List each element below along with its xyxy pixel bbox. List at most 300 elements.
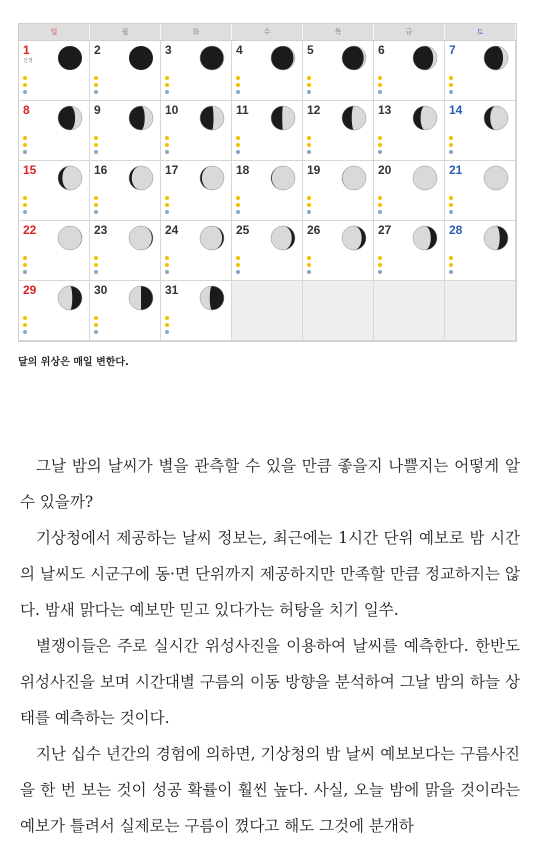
day-number: 21 [449, 163, 463, 177]
calendar-day-cell [374, 101, 445, 161]
moon-time-line [165, 329, 229, 336]
calendar-day-cell [19, 101, 90, 161]
empty-day-cell [374, 281, 445, 341]
calendar-day-cell [90, 161, 161, 221]
moon-icon [165, 270, 169, 274]
weekday-label: 토 [445, 24, 516, 40]
rise-set-info [378, 75, 442, 96]
sun-icon [94, 196, 98, 200]
sun-icon [94, 136, 98, 140]
moon-phase-icon [199, 225, 225, 251]
sun-time-line [236, 135, 300, 142]
sun-time-line [449, 195, 513, 202]
moon-time-line [449, 149, 513, 156]
moon-time-line [94, 329, 158, 336]
calendar-day-cell [161, 161, 232, 221]
sun-icon [307, 76, 311, 80]
calendar-day-cell [303, 221, 374, 281]
moon-phase-icon [341, 105, 367, 131]
sun-time-line [23, 202, 87, 209]
rise-set-info [165, 135, 229, 156]
rise-set-info [449, 75, 513, 96]
moon-phase-icon [199, 45, 225, 71]
moon-icon [449, 150, 453, 154]
sun-icon [236, 83, 240, 87]
sun-time-line [378, 255, 442, 262]
sun-time-line [307, 142, 371, 149]
calendar-day-cell [232, 221, 303, 281]
sun-icon [165, 256, 169, 260]
day-number: 16 [94, 163, 108, 177]
day-number: 7 [449, 43, 456, 57]
rise-set-info [307, 195, 371, 216]
calendar-day-cell [161, 221, 232, 281]
sun-time-line [449, 82, 513, 89]
moon-phase-icon [128, 45, 154, 71]
rise-set-info [94, 75, 158, 96]
moon-icon [307, 210, 311, 214]
moon-phase-icon [270, 225, 296, 251]
calendar-day-cell [161, 41, 232, 101]
day-number: 28 [449, 223, 463, 237]
sun-icon [236, 76, 240, 80]
day-number: 23 [94, 223, 108, 237]
sun-icon [449, 203, 453, 207]
sun-time-line [236, 75, 300, 82]
lunar-calendar [18, 23, 517, 342]
sun-time-line [307, 255, 371, 262]
calendar-week-row [19, 281, 516, 341]
rise-set-info [94, 135, 158, 156]
sun-time-line [307, 135, 371, 142]
sun-icon [94, 263, 98, 267]
rise-set-info [236, 195, 300, 216]
moon-time-line [165, 149, 229, 156]
moon-icon [449, 90, 453, 94]
sun-time-line [236, 142, 300, 149]
moon-phase-icon [199, 105, 225, 131]
moon-time-line [236, 149, 300, 156]
sun-icon [378, 196, 382, 200]
moon-icon [165, 90, 169, 94]
sun-icon [236, 203, 240, 207]
paragraph: 그날 밤의 날씨가 별을 관측할 수 있을 만큼 좋을지 나쁠지는 어떻게 알 수 있을까? [20, 457, 520, 511]
moon-time-line [94, 209, 158, 216]
moon-icon [94, 270, 98, 274]
weekday-label: 월 [90, 24, 161, 40]
sun-icon [236, 196, 240, 200]
moon-phase-icon [57, 45, 83, 71]
moon-phase-icon [57, 285, 83, 311]
moon-time-line [378, 209, 442, 216]
moon-time-line [307, 89, 371, 96]
moon-icon [236, 210, 240, 214]
moon-time-line [378, 89, 442, 96]
sun-icon [165, 203, 169, 207]
sun-time-line [23, 82, 87, 89]
sun-icon [23, 136, 27, 140]
sun-time-line [307, 262, 371, 269]
moon-icon [378, 90, 382, 94]
rise-set-info [449, 195, 513, 216]
moon-icon [23, 150, 27, 154]
calendar-day-cell [90, 101, 161, 161]
moon-phase-icon [57, 105, 83, 131]
sun-icon [94, 83, 98, 87]
sun-icon [94, 323, 98, 327]
calendar-day-cell [90, 281, 161, 341]
sun-icon [378, 83, 382, 87]
day-number: 20 [378, 163, 392, 177]
moon-icon [165, 330, 169, 334]
day-number: 31 [165, 283, 179, 297]
moon-phase-icon [199, 285, 225, 311]
moon-icon [236, 90, 240, 94]
moon-icon [94, 330, 98, 334]
sun-time-line [165, 262, 229, 269]
day-number: 26 [307, 223, 321, 237]
sun-icon [165, 323, 169, 327]
day-number: 4 [236, 43, 243, 57]
sun-time-line [23, 255, 87, 262]
sun-icon [449, 256, 453, 260]
sun-icon [378, 136, 382, 140]
moon-phase-icon [199, 165, 225, 191]
moon-phase-icon [128, 165, 154, 191]
rise-set-info [165, 195, 229, 216]
moon-time-line [449, 209, 513, 216]
day-number: 29 [23, 283, 37, 297]
calendar-day-cell [445, 161, 516, 221]
sun-icon [23, 263, 27, 267]
moon-icon [23, 210, 27, 214]
calendar-day-cell [19, 281, 90, 341]
paragraph: 별쟁이들은 주로 실시간 위성사진을 이용하여 날씨를 예측한다. 한반도 위성사진을 보며 시간대별 구름의 이동 방향을 분석하여 그날 밤의 하늘 상태를 예측하는 것이다. [20, 637, 520, 727]
sun-time-line [165, 195, 229, 202]
day-number: 10 [165, 103, 179, 117]
sun-time-line [94, 135, 158, 142]
rise-set-info [94, 255, 158, 276]
calendar-day-cell [19, 41, 90, 101]
sun-time-line [23, 315, 87, 322]
calendar-week-row [19, 41, 516, 101]
moon-phase-icon [412, 45, 438, 71]
moon-time-line [449, 89, 513, 96]
moon-time-line [94, 89, 158, 96]
sun-time-line [449, 135, 513, 142]
moon-icon [23, 330, 27, 334]
rise-set-info [23, 75, 87, 96]
weekday-header [19, 24, 516, 41]
rise-set-info [165, 75, 229, 96]
weekday-label: 화 [161, 24, 232, 40]
moon-time-line [23, 269, 87, 276]
sun-icon [236, 136, 240, 140]
rise-set-info [236, 75, 300, 96]
sun-icon [449, 196, 453, 200]
day-number: 30 [94, 283, 108, 297]
sun-icon [23, 143, 27, 147]
sun-icon [307, 256, 311, 260]
sun-icon [307, 196, 311, 200]
day-number: 13 [378, 103, 392, 117]
sun-icon [307, 143, 311, 147]
sun-icon [94, 143, 98, 147]
sun-time-line [94, 75, 158, 82]
sun-icon [23, 83, 27, 87]
calendar-day-cell [445, 101, 516, 161]
empty-day-cell [445, 281, 516, 341]
moon-time-line [165, 89, 229, 96]
paragraph: 지난 십수 년간의 경험에 의하면, 기상청의 밤 날씨 예보보다는 구름사진을 한 번 보는 것이 성공 확률이 훨씬 높다. 사실, 오늘 밤에 맑을 것이라는 예보가 틀려서 실제로는 구름이 꼈다고 해도 그것에 분개하 [20, 745, 520, 835]
moon-time-line [236, 89, 300, 96]
day-number: 6 [378, 43, 385, 57]
sun-time-line [94, 322, 158, 329]
day-number: 14 [449, 103, 463, 117]
moon-time-line [378, 149, 442, 156]
sun-icon [23, 76, 27, 80]
calendar-week-row [19, 101, 516, 161]
sun-icon [165, 76, 169, 80]
paragraph: 기상청에서 제공하는 날씨 정보는, 최근에는 1시간 단위 예보로 밤 시간의 날씨도 시군구에 동·면 단위까지 제공하지만 만족할 만큼 정교하지는 않다. 밤새 맑다는 예보만 믿고 있다가는 허탕을 치기 일쑤. [20, 529, 520, 619]
sun-time-line [378, 262, 442, 269]
day-number: 18 [236, 163, 250, 177]
moon-icon [236, 270, 240, 274]
sun-time-line [449, 142, 513, 149]
moon-phase-icon [270, 105, 296, 131]
sun-time-line [378, 195, 442, 202]
weekday-label: 일 [19, 24, 90, 40]
calendar-day-cell [90, 41, 161, 101]
sun-time-line [165, 82, 229, 89]
moon-phase-icon [128, 105, 154, 131]
sun-time-line [236, 255, 300, 262]
sun-time-line [236, 262, 300, 269]
sun-time-line [165, 202, 229, 209]
empty-day-cell [232, 281, 303, 341]
sun-time-line [165, 142, 229, 149]
empty-day-cell [303, 281, 374, 341]
sun-time-line [165, 322, 229, 329]
moon-icon [165, 210, 169, 214]
sun-time-line [94, 82, 158, 89]
calendar-day-cell [445, 41, 516, 101]
moon-time-line [236, 269, 300, 276]
day-number: 1 [23, 43, 30, 57]
rise-set-info [236, 255, 300, 276]
sun-time-line [165, 135, 229, 142]
sun-time-line [23, 135, 87, 142]
moon-icon [94, 210, 98, 214]
moon-time-line [449, 269, 513, 276]
rise-set-info [378, 135, 442, 156]
weekday-label: 금 [374, 24, 445, 40]
moon-icon [307, 150, 311, 154]
day-number: 22 [23, 223, 37, 237]
moon-phase-icon [412, 105, 438, 131]
moon-phase-icon [483, 165, 509, 191]
weekday-label: 목 [303, 24, 374, 40]
sun-icon [165, 83, 169, 87]
sun-time-line [94, 202, 158, 209]
moon-phase-icon [341, 45, 367, 71]
moon-phase-icon [128, 285, 154, 311]
sun-icon [165, 196, 169, 200]
moon-time-line [23, 89, 87, 96]
sun-time-line [307, 202, 371, 209]
sun-icon [94, 256, 98, 260]
day-number: 9 [94, 103, 101, 117]
moon-phase-icon [483, 225, 509, 251]
moon-phase-icon [483, 45, 509, 71]
sun-icon [449, 136, 453, 140]
sun-icon [23, 256, 27, 260]
weekday-label: 수 [232, 24, 303, 40]
sun-time-line [165, 315, 229, 322]
sun-time-line [307, 75, 371, 82]
sun-time-line [94, 195, 158, 202]
moon-icon [378, 270, 382, 274]
sun-time-line [94, 315, 158, 322]
rise-set-info [449, 255, 513, 276]
moon-phase-icon [128, 225, 154, 251]
moon-icon [94, 150, 98, 154]
moon-icon [236, 150, 240, 154]
sun-time-line [449, 75, 513, 82]
calendar-day-cell [374, 41, 445, 101]
day-number: 3 [165, 43, 172, 57]
rise-set-info [449, 135, 513, 156]
moon-icon [378, 150, 382, 154]
sun-time-line [94, 255, 158, 262]
sun-icon [307, 203, 311, 207]
calendar-day-cell [161, 281, 232, 341]
moon-icon [165, 150, 169, 154]
calendar-day-cell [19, 221, 90, 281]
sun-time-line [378, 142, 442, 149]
moon-time-line [307, 269, 371, 276]
sun-icon [307, 263, 311, 267]
sun-time-line [23, 75, 87, 82]
moon-phase-icon [412, 225, 438, 251]
sun-icon [378, 203, 382, 207]
calendar-day-cell [303, 101, 374, 161]
sun-icon [378, 263, 382, 267]
sun-time-line [378, 82, 442, 89]
body-text [20, 448, 520, 844]
sun-time-line [165, 75, 229, 82]
moon-icon [449, 270, 453, 274]
rise-set-info [307, 255, 371, 276]
sun-icon [165, 316, 169, 320]
rise-set-info [378, 195, 442, 216]
moon-icon [307, 270, 311, 274]
calendar-day-cell [445, 221, 516, 281]
moon-phase-icon [483, 105, 509, 131]
moon-icon [307, 90, 311, 94]
sun-icon [449, 83, 453, 87]
day-number: 8 [23, 103, 30, 117]
sun-time-line [236, 82, 300, 89]
calendar-day-cell [232, 41, 303, 101]
moon-time-line [236, 209, 300, 216]
sun-icon [449, 76, 453, 80]
rise-set-info [94, 315, 158, 336]
rise-set-info [236, 135, 300, 156]
calendar-day-cell [232, 101, 303, 161]
sun-time-line [378, 135, 442, 142]
moon-icon [378, 210, 382, 214]
calendar-week-row [19, 221, 516, 281]
sun-icon [236, 256, 240, 260]
calendar-day-cell [19, 161, 90, 221]
calendar-day-cell [374, 161, 445, 221]
sun-time-line [23, 195, 87, 202]
sun-time-line [23, 142, 87, 149]
sun-icon [378, 256, 382, 260]
calendar-grid [19, 41, 516, 341]
sun-icon [378, 143, 382, 147]
rise-set-info [307, 75, 371, 96]
moon-phase-icon [412, 165, 438, 191]
sun-time-line [449, 255, 513, 262]
sun-time-line [378, 75, 442, 82]
moon-phase-icon [57, 165, 83, 191]
sun-time-line [23, 322, 87, 329]
sun-icon [94, 203, 98, 207]
rise-set-info [378, 255, 442, 276]
sun-icon [94, 76, 98, 80]
moon-icon [23, 90, 27, 94]
figure-caption: 달의 위상은 매일 변한다. [18, 357, 129, 368]
moon-time-line [23, 209, 87, 216]
sun-time-line [23, 262, 87, 269]
sun-time-line [307, 195, 371, 202]
sun-icon [165, 263, 169, 267]
sun-time-line [449, 202, 513, 209]
moon-time-line [378, 269, 442, 276]
sun-icon [23, 323, 27, 327]
sun-time-line [307, 82, 371, 89]
moon-phase-icon [341, 165, 367, 191]
moon-phase-icon [341, 225, 367, 251]
day-number: 19 [307, 163, 321, 177]
calendar-week-row [19, 161, 516, 221]
day-number: 25 [236, 223, 250, 237]
day-number: 17 [165, 163, 179, 177]
sun-time-line [165, 255, 229, 262]
day-number: 12 [307, 103, 321, 117]
sun-time-line [236, 202, 300, 209]
sun-icon [236, 263, 240, 267]
sun-icon [165, 143, 169, 147]
rise-set-info [165, 255, 229, 276]
sun-time-line [94, 142, 158, 149]
moon-time-line [165, 269, 229, 276]
moon-phase-icon [270, 165, 296, 191]
holiday-label: 신정 [23, 58, 33, 64]
sun-time-line [94, 262, 158, 269]
calendar-day-cell [303, 161, 374, 221]
moon-time-line [165, 209, 229, 216]
calendar-day-cell [303, 41, 374, 101]
moon-time-line [23, 329, 87, 336]
moon-icon [23, 270, 27, 274]
rise-set-info [23, 255, 87, 276]
moon-time-line [307, 209, 371, 216]
rise-set-info [23, 315, 87, 336]
calendar-day-cell [90, 221, 161, 281]
